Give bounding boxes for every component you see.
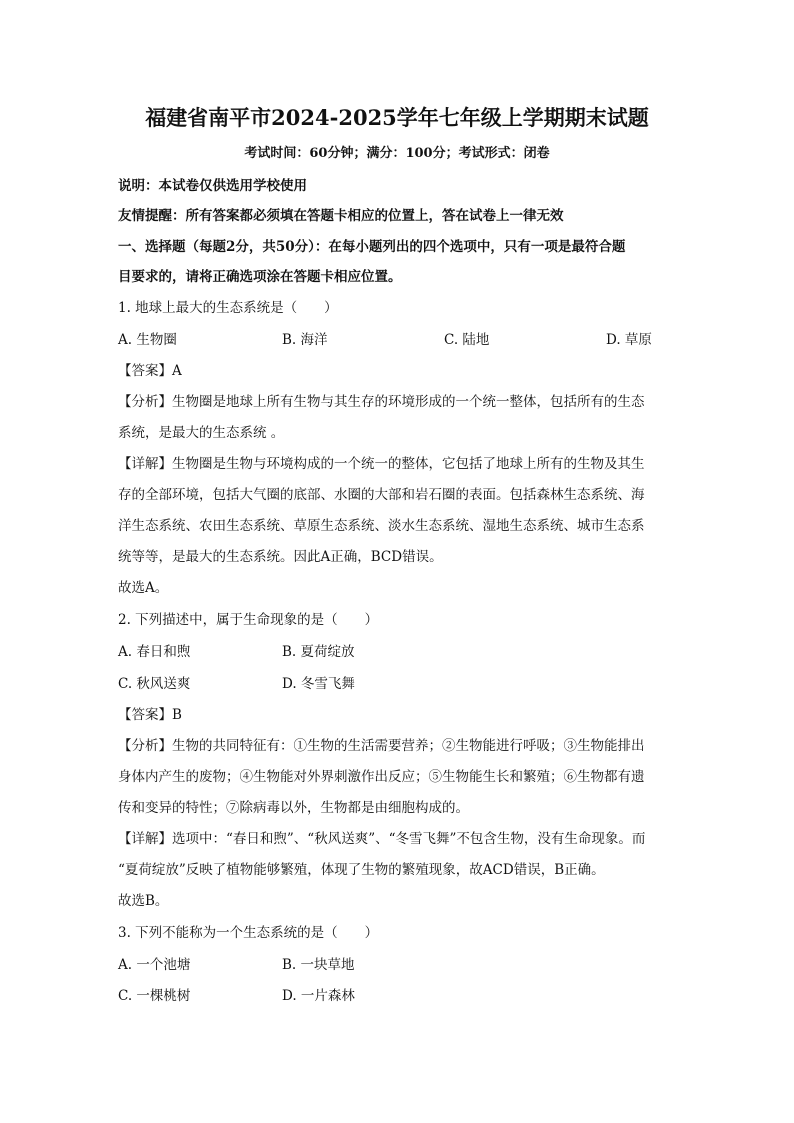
usage-note: 说明：本试卷仅供选用学校使用: [118, 178, 307, 194]
section-heading-line2: 目要求的，请将正确选项涂在答题卡相应位置。: [118, 269, 402, 285]
section-heading-line1: 一、选择题（每题2分，共50分）：在每小题列出的四个选项中，只有一项是最符合题: [118, 239, 626, 255]
q1-detail-line1: 【详解】生物圈是生物与环境构成的一个统一的整体，它包括了地球上所有的生物及其生: [118, 456, 645, 472]
q1-option-a: A. 生物圈: [118, 332, 177, 348]
q1-detail-line2: 存的全部环境，包括大气圈的底部、水圈的大部和岩石圈的表面。包括森林生态系统、海: [118, 487, 645, 503]
q1-analysis-line1: 【分析】生物圈是地球上所有生物与其生存的环境形成的一个统一整体，包括所有的生态: [118, 394, 645, 410]
q2-analysis-line3: 传和变异的特性；⑦除病毒以外，生物都是由细胞构成的。: [118, 800, 469, 816]
q1-detail-line4: 统等等，是最大的生态系统。因此A正确，BCD错误。: [118, 549, 443, 565]
q2-option-d: D. 冬雪飞舞: [282, 676, 355, 692]
q2-answer: 【答案】B: [118, 707, 182, 723]
q2-detail-line1: 【详解】选项中：“春日和煦”、“秋风送爽”、“冬雪飞舞”不包含生物，没有生命现象。而: [118, 831, 646, 847]
q3-stem: 3. 下列不能称为一个生态系统的是（ ）: [118, 925, 379, 941]
q3-option-c: C. 一棵桃树: [118, 988, 191, 1004]
q3-option-b: B. 一块草地: [282, 957, 355, 973]
q2-choice: 故选B。: [118, 893, 169, 909]
q1-option-d: D. 草原: [606, 332, 652, 348]
q3-option-d: D. 一片森林: [282, 988, 355, 1004]
q1-option-b: B. 海洋: [282, 332, 328, 348]
q1-analysis-line2: 系统，是最大的生态系统 。: [118, 425, 285, 441]
page-title: 福建省南平市2024-2025学年七年级上学期期末试题: [145, 105, 649, 130]
q1-answer: 【答案】A: [118, 363, 182, 379]
q2-analysis-line1: 【分析】生物的共同特征有：①生物的生活需要营养；②生物能进行呼吸；③生物能排出: [118, 738, 645, 754]
q2-option-c: C. 秋风送爽: [118, 676, 191, 692]
q2-detail-line2: “夏荷绽放”反映了植物能够繁殖，体现了生物的繁殖现象，故ACD错误，B正确。: [118, 862, 605, 878]
q3-option-a: A. 一个池塘: [118, 957, 191, 973]
q2-analysis-line2: 身体内产生的废物；④生物能对外界刺激作出反应；⑤生物能生长和繁殖；⑥生物都有遗: [118, 769, 645, 785]
q2-option-b: B. 夏荷绽放: [282, 644, 355, 660]
q2-option-a: A. 春日和煦: [118, 644, 191, 660]
reminder-note: 友情提醒：所有答案都必须填在答题卡相应的位置上，答在试卷上一律无效: [118, 208, 564, 224]
q1-option-c: C. 陆地: [444, 332, 490, 348]
q1-stem: 1. 地球上最大的生态系统是（ ）: [118, 300, 338, 316]
q1-choice: 故选A。: [118, 580, 169, 596]
exam-info: 考试时间：60分钟；满分：100分；考试形式：闭卷: [244, 146, 550, 161]
q2-stem: 2. 下列描述中，属于生命现象的是（ ）: [118, 612, 379, 628]
q1-detail-line3: 洋生态系统、农田生态系统、草原生态系统、淡水生态系统、湿地生态系统、城市生态系: [118, 518, 645, 534]
